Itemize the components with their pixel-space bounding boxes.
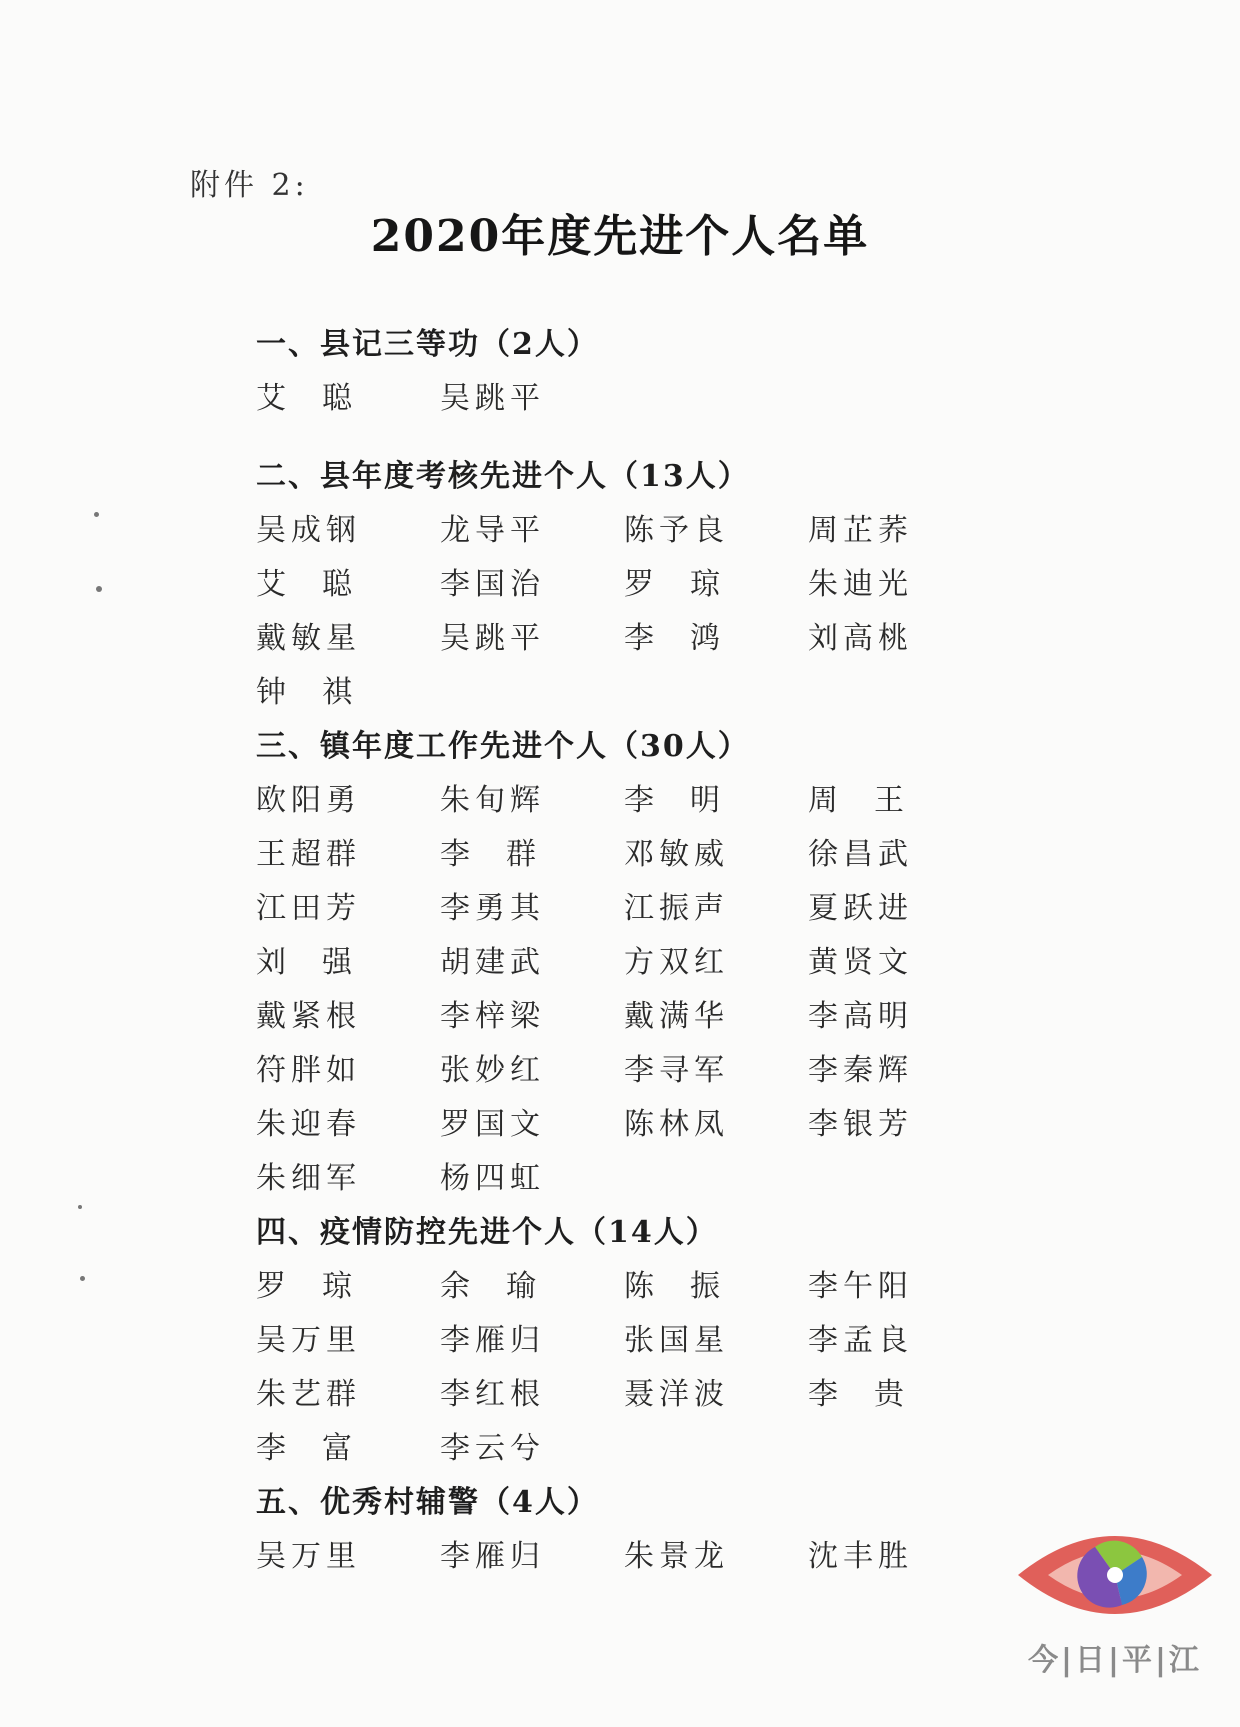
person-name: 张妙红 <box>440 1053 545 1088</box>
person-name: 吴万里 <box>256 1323 361 1358</box>
scan-speck <box>96 586 102 592</box>
logo-center-dot <box>1107 1567 1123 1583</box>
document-title: 2020年度先进个人名单 <box>370 211 870 262</box>
name-list <box>256 774 1056 1206</box>
section-heading: 四、疫情防控先进个人（14人） <box>256 1215 718 1250</box>
section-heading: 一、县记三等功（2人） <box>256 327 599 362</box>
scan-speck <box>78 1205 82 1209</box>
person-name: 朱艺群 <box>256 1377 361 1412</box>
person-name: 李贵 <box>808 1377 940 1412</box>
person-name: 戴满华 <box>624 999 729 1034</box>
person-name: 罗国文 <box>440 1107 545 1142</box>
person-name: 陈林凤 <box>624 1107 729 1142</box>
person-name: 李红根 <box>440 1377 545 1412</box>
person-name: 李富 <box>256 1431 388 1466</box>
person-name: 戴敏星 <box>256 621 361 656</box>
person-name: 李银芳 <box>808 1107 913 1142</box>
name-list <box>256 1530 1056 1584</box>
person-name: 刘强 <box>256 945 388 980</box>
person-name: 艾聪 <box>256 567 388 602</box>
person-name: 邓敏威 <box>624 837 729 872</box>
watermark-text: 今|日|平|江 <box>1028 1643 1202 1678</box>
person-name: 陈振 <box>624 1269 756 1304</box>
person-name: 戴紧根 <box>256 999 361 1034</box>
section-county-assessment <box>256 450 1056 720</box>
name-list <box>256 1260 1056 1476</box>
person-name: 李明 <box>624 783 756 818</box>
sections-container <box>256 318 1056 1584</box>
person-name: 李国治 <box>440 567 545 602</box>
scan-speck <box>94 512 99 517</box>
person-name: 周芷荞 <box>808 513 913 548</box>
person-name: 李高明 <box>808 999 913 1034</box>
person-name: 李雁归 <box>440 1323 545 1358</box>
person-name: 钟祺 <box>256 675 388 710</box>
person-name: 吴跳平 <box>440 621 545 656</box>
person-name: 李勇其 <box>440 891 545 926</box>
section-village-police <box>256 1476 1056 1584</box>
section-heading: 五、优秀村辅警（4人） <box>256 1485 599 1520</box>
person-name: 聂洋波 <box>624 1377 729 1412</box>
person-name: 方双红 <box>624 945 729 980</box>
person-name: 王超群 <box>256 837 361 872</box>
person-name: 夏跃进 <box>808 891 913 926</box>
person-name: 李群 <box>440 837 572 872</box>
name-list <box>256 504 1056 720</box>
section-heading: 三、镇年度工作先进个人（30人） <box>256 729 750 764</box>
person-name: 罗琼 <box>256 1269 388 1304</box>
person-name: 吴成钢 <box>256 513 361 548</box>
person-name: 沈丰胜 <box>808 1539 913 1574</box>
person-name: 李鸿 <box>624 621 756 656</box>
person-name: 李云兮 <box>440 1431 545 1466</box>
person-name: 朱旬辉 <box>440 783 545 818</box>
watermark-logo <box>1010 1515 1220 1678</box>
name-list <box>256 372 1056 426</box>
person-name: 朱细军 <box>256 1161 361 1196</box>
person-name: 李雁归 <box>440 1539 545 1574</box>
person-name: 朱迪光 <box>808 567 913 602</box>
person-name: 江田芳 <box>256 891 361 926</box>
person-name: 徐昌武 <box>808 837 913 872</box>
person-name: 欧阳勇 <box>256 783 361 818</box>
attachment-label: 附件 2: <box>190 168 309 203</box>
person-name: 朱迎春 <box>256 1107 361 1142</box>
person-name: 李秦辉 <box>808 1053 913 1088</box>
person-name: 李梓梁 <box>440 999 545 1034</box>
section-epidemic-control <box>256 1206 1056 1476</box>
person-name: 张国星 <box>624 1323 729 1358</box>
person-name: 李寻军 <box>624 1053 729 1088</box>
section-county-merit <box>256 318 1056 426</box>
person-name: 余瑜 <box>440 1269 572 1304</box>
section-town-work <box>256 720 1056 1206</box>
person-name: 龙导平 <box>440 513 545 548</box>
person-name: 陈予良 <box>624 513 729 548</box>
person-name: 黄贤文 <box>808 945 913 980</box>
person-name: 符胖如 <box>256 1053 361 1088</box>
person-name: 胡建武 <box>440 945 545 980</box>
person-name: 杨四虹 <box>440 1161 545 1196</box>
person-name: 周王 <box>808 783 940 818</box>
person-name: 江振声 <box>624 891 729 926</box>
person-name: 李孟良 <box>808 1323 913 1358</box>
person-name: 李午阳 <box>808 1269 913 1304</box>
scan-speck <box>80 1276 85 1281</box>
person-name: 朱景龙 <box>624 1539 729 1574</box>
section-heading: 二、县年度考核先进个人（13人） <box>256 459 750 494</box>
person-name: 艾聪 <box>256 381 388 416</box>
eye-logo-icon <box>1010 1515 1220 1635</box>
person-name: 吴万里 <box>256 1539 361 1574</box>
person-name: 吴跳平 <box>440 381 545 416</box>
person-name: 刘高桃 <box>808 621 913 656</box>
person-name: 罗琼 <box>624 567 756 602</box>
